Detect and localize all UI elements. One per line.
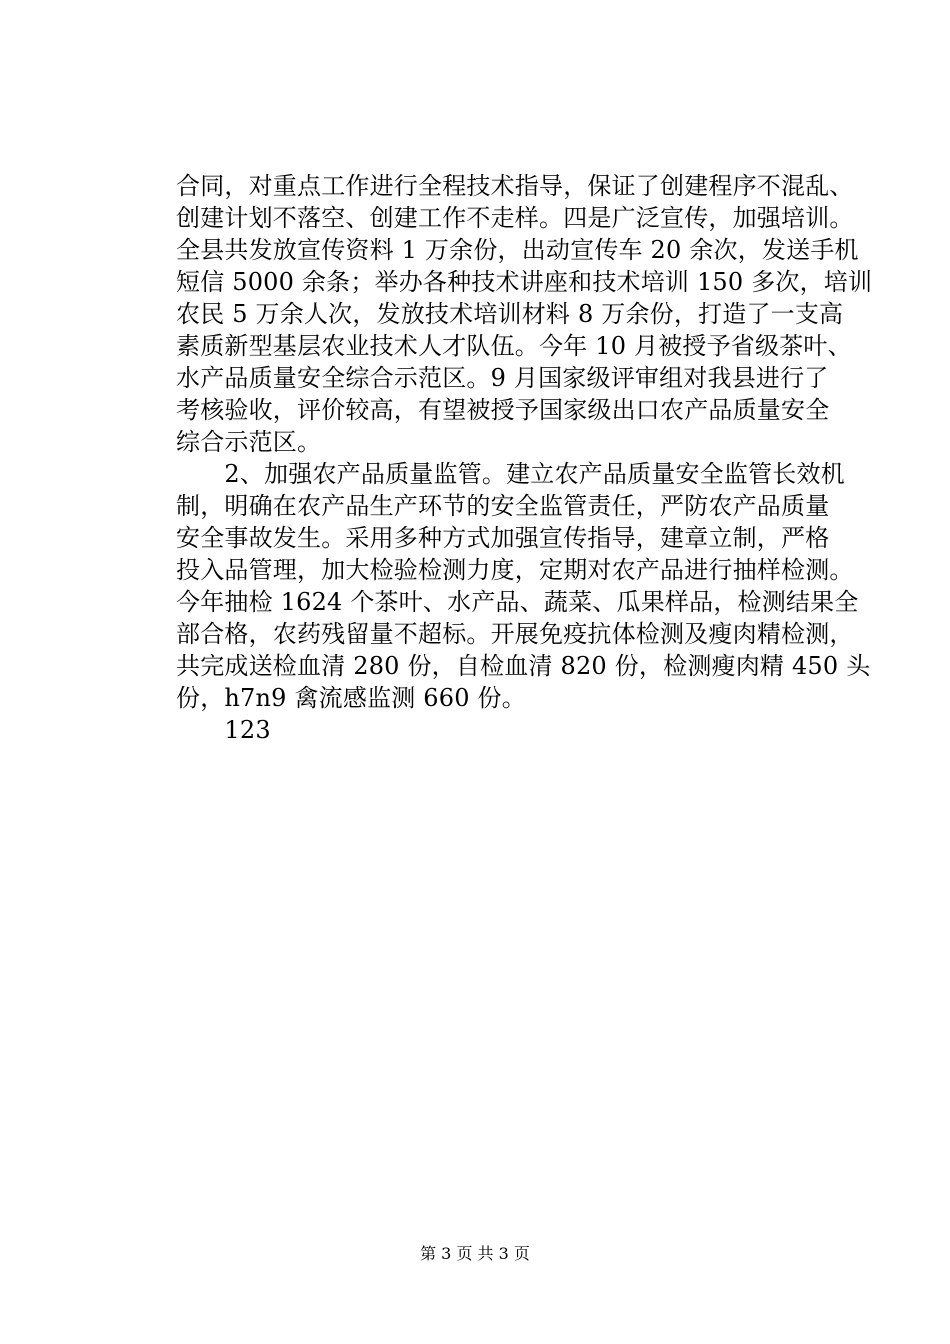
text-line: 水产品质量安全综合示范区。9 月国家级评审组对我县进行了 [176, 364, 829, 392]
text-line: 创建计划不落空、创建工作不走样。四是广泛宣传，加强培训。 [176, 204, 854, 232]
text-line: 份，h7n9 禽流感监测 660 份。 [176, 684, 526, 712]
text-line: 素质新型基层农业技术人才队伍。今年 10 月被授予省级茶叶、 [176, 332, 852, 360]
text-line: 全县共发放宣传资料 1 万余份，出动宣传车 20 余次，发送手机 [176, 236, 859, 264]
text-line: 投入品管理，加大检验检测力度，定期对农产品进行抽样检测。 [176, 556, 854, 584]
text-line: 制，明确在农产品生产环节的安全监管责任，严防农产品质量 [176, 492, 830, 520]
text-line: 短信 5000 余条；举办各种技术讲座和技术培训 150 多次，培训 [176, 268, 873, 296]
text-line: 农民 5 万余人次，发放技术培训材料 8 万余份，打造了一支高 [176, 300, 844, 328]
text-line: 安全事故发生。采用多种方式加强宣传指导，建章立制，严格 [176, 524, 830, 552]
text-line: 2、加强农产品质量监管。建立农产品质量安全监管长效机 [176, 460, 845, 488]
text-line: 综合示范区。 [176, 428, 322, 456]
document-body [176, 170, 873, 746]
text-line: 合同，对重点工作进行全程技术指导，保证了创建程序不混乱、 [176, 172, 854, 200]
text-line: 部合格，农药残留量不超标。开展免疫抗体检测及瘦肉精检测， [176, 620, 854, 648]
text-line: 今年抽检 1624 个茶叶、水产品、蔬菜、瓜果样品，检测结果全 [176, 588, 859, 616]
text-line: 考核验收，评价较高，有望被授予国家级出口农产品质量安全 [176, 396, 830, 424]
text-line: 共完成送检血清 280 份，自检血清 820 份，检测瘦肉精 450 头 [176, 652, 871, 680]
page-footer [0, 1242, 950, 1266]
text-line: 123 [176, 716, 271, 744]
page-number-indicator: 第 3 页 共 3 页 [420, 1244, 530, 1263]
